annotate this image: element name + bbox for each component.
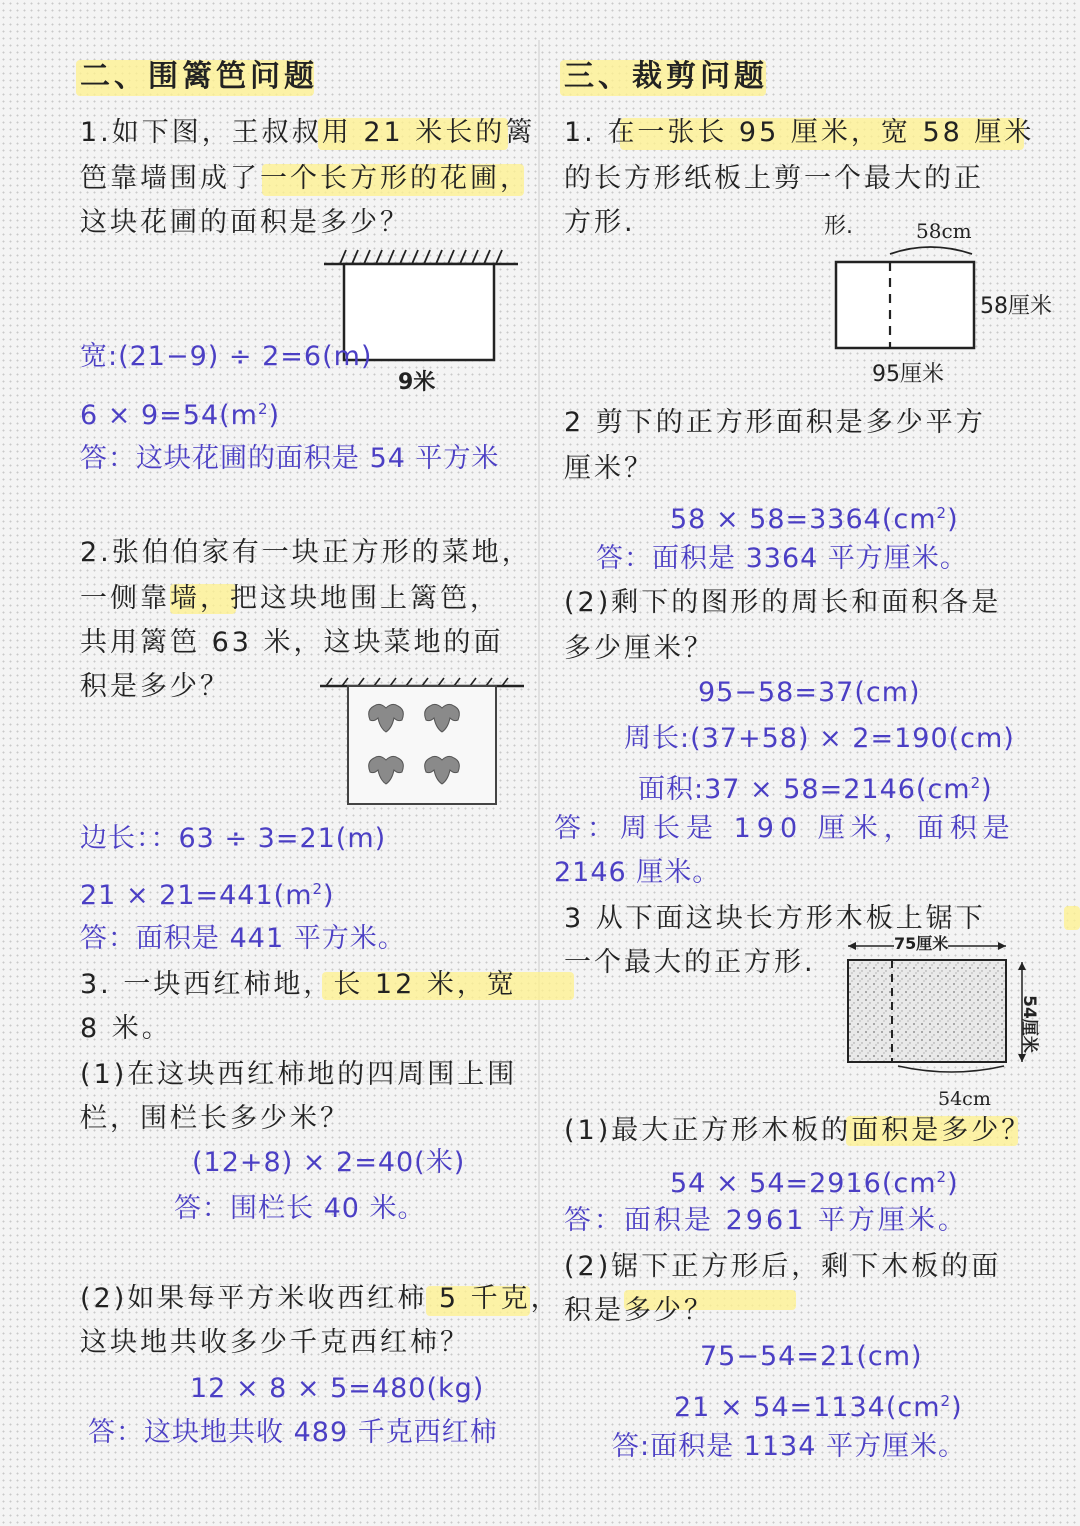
solution-3-2: 12 × 8 × 5=480(kg) — [190, 1373, 485, 1404]
cut-solution-3-perimeter: 周长:(37+58) × 2=190(cm) — [624, 723, 1015, 754]
solution-2-area: $21 \times 21=441(m^2)$ — [80, 880, 335, 911]
board-q2-line-2: 积是多少？ — [564, 1295, 714, 1326]
board-problem-line-1: 3 从下面这块长方形木板上锯下 — [564, 903, 986, 934]
problem-3-line-2: 8 米。 — [80, 1013, 172, 1044]
cardboard-diagram — [830, 236, 982, 354]
answer-1: 答：这块花圃的面积是 54 平方米 — [80, 443, 500, 474]
cardboard-side-label: 58厘米 — [980, 294, 1052, 319]
problem-1-line-1: 1.如下图，王叔叔用 21 米长的篱 — [80, 117, 536, 148]
cut-q3-line-1: (2)剩下的图形的周长和面积各是 — [564, 587, 1002, 618]
problem-2-line-4: 积是多少？ — [80, 671, 230, 702]
board-top-label: 75厘米 — [894, 934, 949, 953]
problem-2-line-3: 共用篱笆 63 米，这块菜地的面 — [80, 627, 504, 658]
problem-2-line-1: 2.张伯伯家有一块正方形的菜地， — [80, 537, 532, 568]
cut-answer-2: 答：面积是 3364 平方厘米。 — [596, 543, 968, 574]
cut-q2-line-1: 2 剪下的正方形面积是多少平方 — [564, 407, 986, 438]
answer-3-1: 答：围栏长 40 米。 — [174, 1193, 426, 1224]
section-title-cutting: 三、裁剪问题 — [564, 59, 768, 94]
cardboard-length-label: 95厘米 — [872, 362, 944, 387]
board-q2-line-1: (2)锯下正方形后，剩下木板的面 — [564, 1251, 1002, 1282]
cut-solution-2: $58 \times 58=3364(cm^2)$ — [670, 504, 959, 535]
board-q1: (1)最大正方形木板的面积是多少？ — [564, 1115, 1032, 1146]
cut-problem-1-line-1: 1. 在一张长 95 厘米，宽 58 厘米 — [564, 117, 1035, 148]
board-answer-2: 答:面积是 1134 平方厘米。 — [612, 1431, 966, 1462]
cropped-label-fragment: 形. — [824, 214, 853, 239]
answer-2: 答：面积是 441 平方米。 — [80, 923, 406, 954]
problem-1-line-2: 笆靠墙围成了一个长方形的花圃， — [80, 163, 530, 194]
board-solution-1: $54 \times 54=2916(cm^2)$ — [670, 1168, 959, 1199]
cut-solution-3-diff: 95−58=37(cm) — [698, 677, 921, 708]
cut-answer-3-line-1: 答：周长是 190 厘米，面积是 — [554, 813, 1016, 844]
board-solution-2-diff: 75−54=21(cm) — [700, 1341, 923, 1372]
board-bottom-label: 54cm — [938, 1088, 991, 1110]
cut-q3-line-2: 多少厘米？ — [564, 633, 714, 664]
board-problem-line-2: 一个最大的正方形. — [564, 947, 816, 978]
cardboard-top-label: 58cm — [916, 219, 972, 243]
solution-3-1: (12+8) × 2=40(米) — [192, 1147, 466, 1178]
cut-solution-3-area: 面积:37 × $58=2146(cm^2)$ — [638, 774, 993, 805]
problem-3-q2-line-1: (2)如果每平方米收西红柿 5 千克， — [80, 1283, 561, 1314]
cut-problem-1-line-2: 的长方形纸板上剪一个最大的正 — [564, 163, 984, 194]
board-solution-2-area: $21 \times 54=1134(cm^2)$ — [674, 1392, 963, 1423]
solution-1-width: 宽:(21−9) ÷ 2=6(m) — [80, 341, 373, 372]
cut-problem-1-line-3: 方形. — [564, 207, 636, 238]
board-answer-1: 答：面积是 2961 平方厘米。 — [564, 1205, 968, 1236]
solution-1-area: $6 \times 9=54(m^2)$ — [80, 400, 281, 431]
problem-2-line-2: 一侧靠墙，把这块地围上篱笆， — [80, 583, 500, 614]
wooden-board-diagram — [840, 934, 1036, 1074]
problem-3-q1-line-1: (1)在这块西红柿地的四周围上围 — [80, 1059, 518, 1090]
text-highlight — [1064, 906, 1080, 930]
vegetable-plot-diagram — [318, 676, 528, 812]
garden-width-label: 9米 — [398, 370, 436, 395]
problem-3-line-1: 3. 一块西红柿地，长 12 米，宽 — [80, 969, 517, 1000]
problem-3-q1-line-2: 栏，围栏长多少米？ — [80, 1103, 350, 1134]
cut-q2-line-2: 厘米？ — [564, 453, 654, 484]
board-side-label: 54厘米 — [1018, 995, 1039, 1053]
section-title-fence: 二、围篱笆问题 — [80, 59, 318, 94]
answer-3-2: 答：这块地共收 489 千克西红柿 — [88, 1417, 498, 1448]
problem-1-line-3: 这块花圃的面积是多少？ — [80, 207, 410, 238]
solution-2-side: 边长：：63 ÷ 3=21(m) — [80, 823, 387, 854]
problem-3-q2-line-2: 这块地共收多少千克西红柿？ — [80, 1327, 470, 1358]
cut-answer-3-line-2: 2146 厘米。 — [554, 857, 721, 888]
